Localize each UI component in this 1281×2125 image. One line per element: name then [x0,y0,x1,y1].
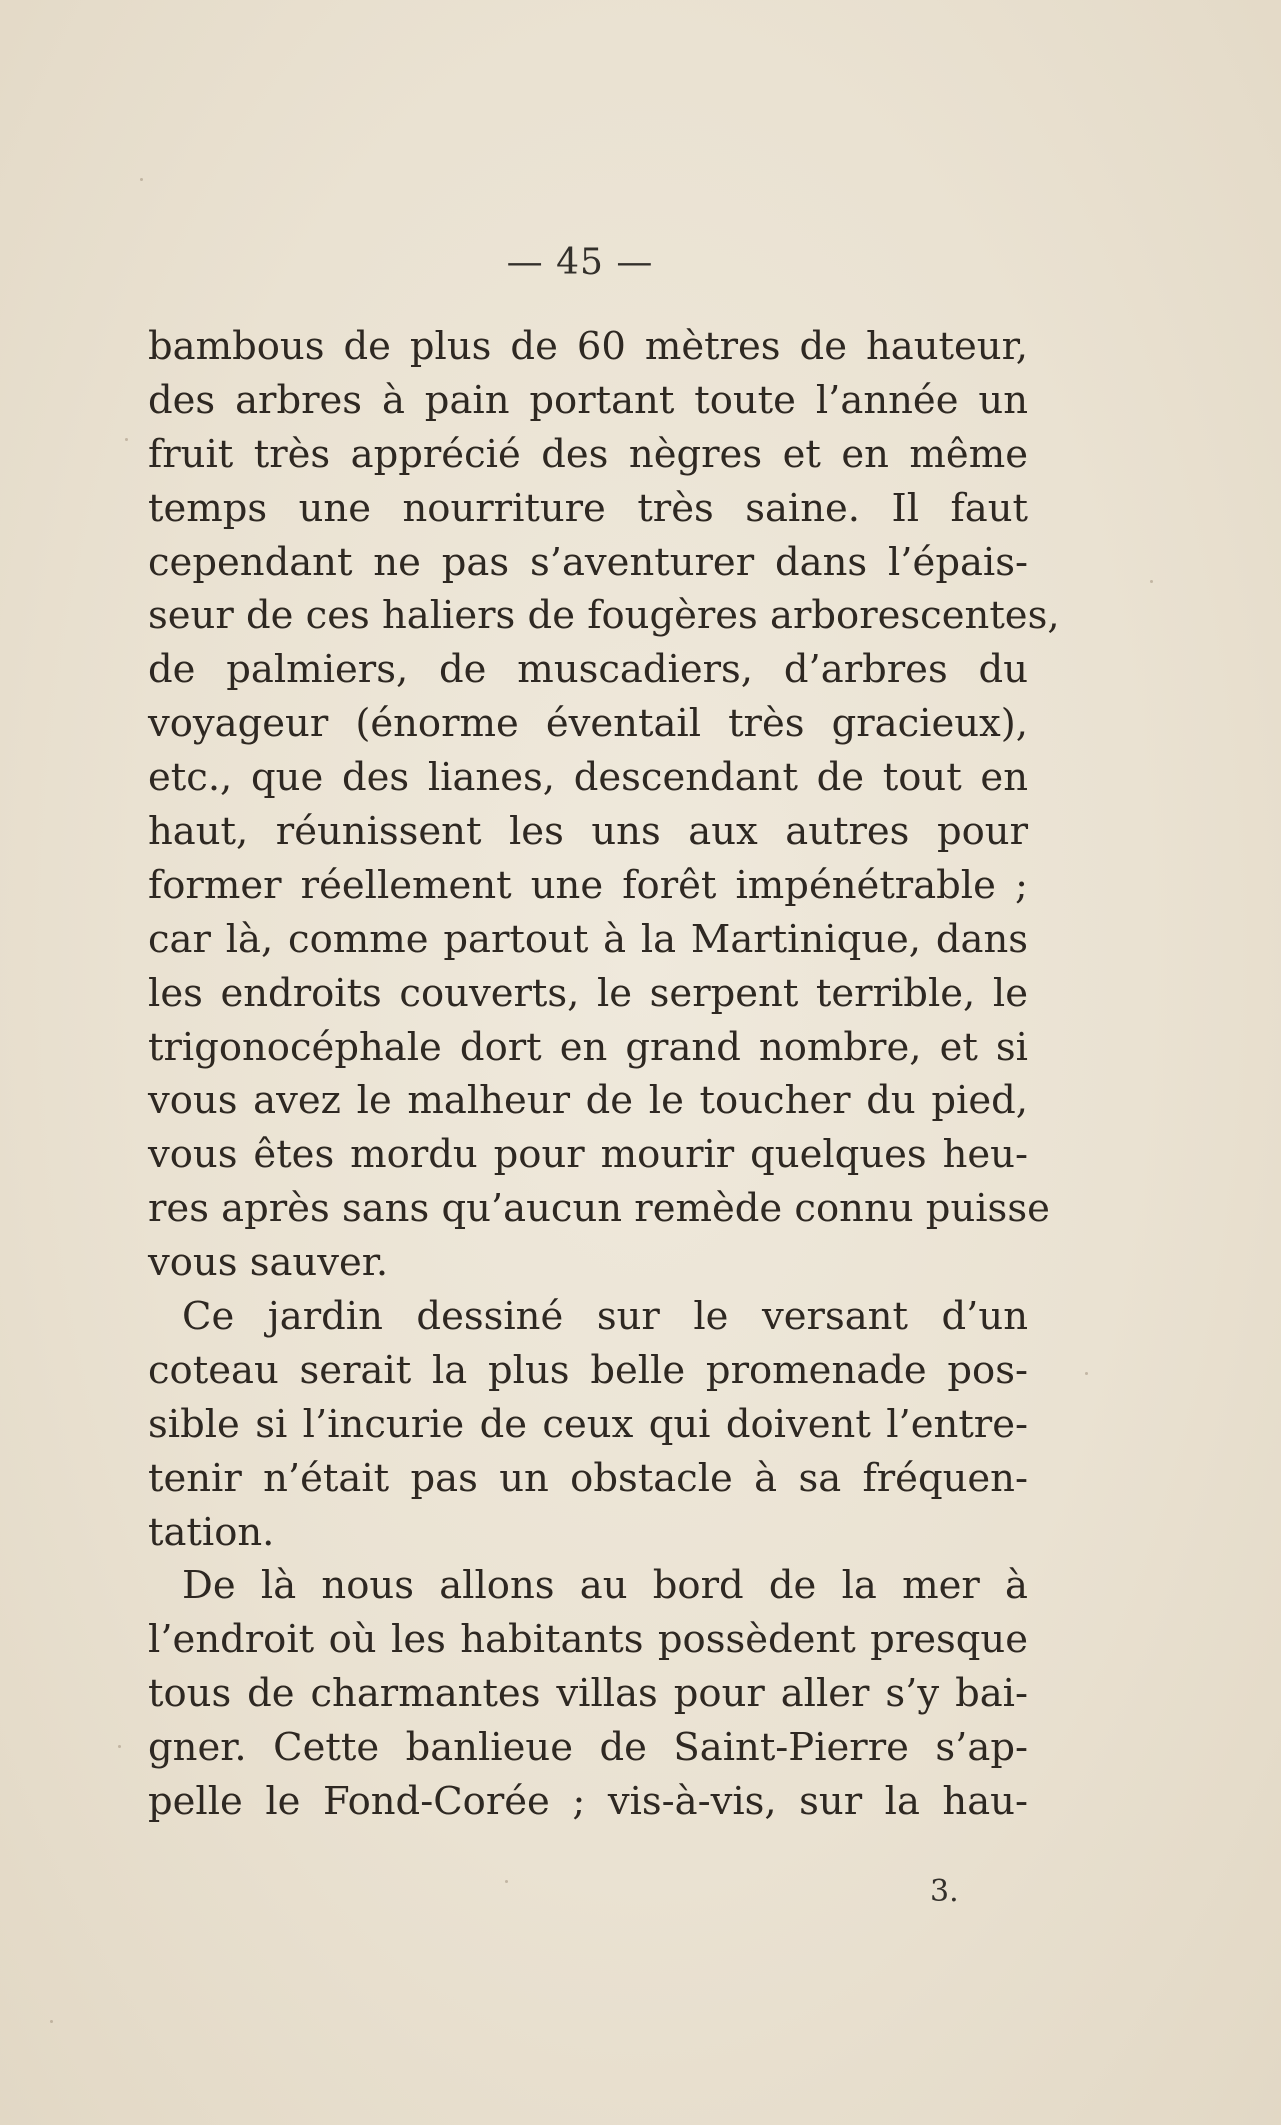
text-line: trigonocéphale dort en grand nombre, et si [148,1024,1028,1070]
text-line: car là, comme partout à la Martinique, dans [148,916,1028,962]
text-line: temps une nourriture très saine. Il faut [148,485,1028,531]
text-line: voyageur (énorme éventail très gracieux), [148,701,1028,747]
text-line: l’endroit où les habitants possèdent presque [148,1617,1028,1663]
text-line: les endroits couverts, le serpent terrible, le [148,970,1028,1016]
paper-speck [1150,580,1153,583]
text-line: haut, réunissent les uns aux autres pour [148,809,1028,855]
text-line: seur de ces haliers de fougères arborescentes, [148,593,1060,639]
text-line: sible si l’incurie de ceux qui doivent l’entre- [148,1401,1028,1447]
text-line: vous avez le malheur de le toucher du pied, [148,1078,1028,1124]
signature-mark: 3. [930,1874,959,1909]
paper-speck [118,1745,121,1748]
text-line: bambous de plus de 60 mètres de hauteur, [148,324,1028,369]
text-line: cependant ne pas s’aventurer dans l’épais- [148,539,1028,585]
text-line: Ce jardin dessiné sur le versant d’un [182,1294,1028,1340]
paper-speck [505,1880,508,1883]
text-line: former réellement une forêt impénétrable ; [148,862,1028,908]
text-line: pelle le Fond-Corée ; vis-à-vis, sur la hau- [148,1779,1028,1825]
text-line: tenir n’était pas un obstacle à sa fréquen- [148,1455,1028,1501]
text-line: fruit très apprécié des nègres et en même [148,431,1028,477]
paper-speck [125,438,128,441]
text-line: vous sauver. [148,1240,389,1286]
text-line: des arbres à pain portant toute l’année un [148,377,1028,423]
text-line: coteau serait la plus belle promenade pos- [148,1347,1028,1393]
text-line: de palmiers, de muscadiers, d’arbres du [148,647,1028,693]
text-line: De là nous allons au bord de la mer à [182,1563,1028,1609]
body-text [148,320,1060,1829]
text-line: res après sans qu’aucun remède connu puisse [148,1186,1050,1232]
paper-speck [140,178,143,181]
text-line: gner. Cette banlieue de Saint-Pierre s’ap- [148,1725,1028,1771]
text-line: tous de charmantes villas pour aller s’y bai- [148,1671,1028,1717]
text-line: vous êtes mordu pour mourir quelques heu- [148,1132,1028,1178]
paper-speck [1085,1372,1088,1375]
page-number: — 45 — [506,242,654,283]
paper-speck [50,2020,53,2023]
text-line: etc., que des lianes, descendant de tout en [148,755,1028,801]
text-line: tation. [148,1509,275,1555]
